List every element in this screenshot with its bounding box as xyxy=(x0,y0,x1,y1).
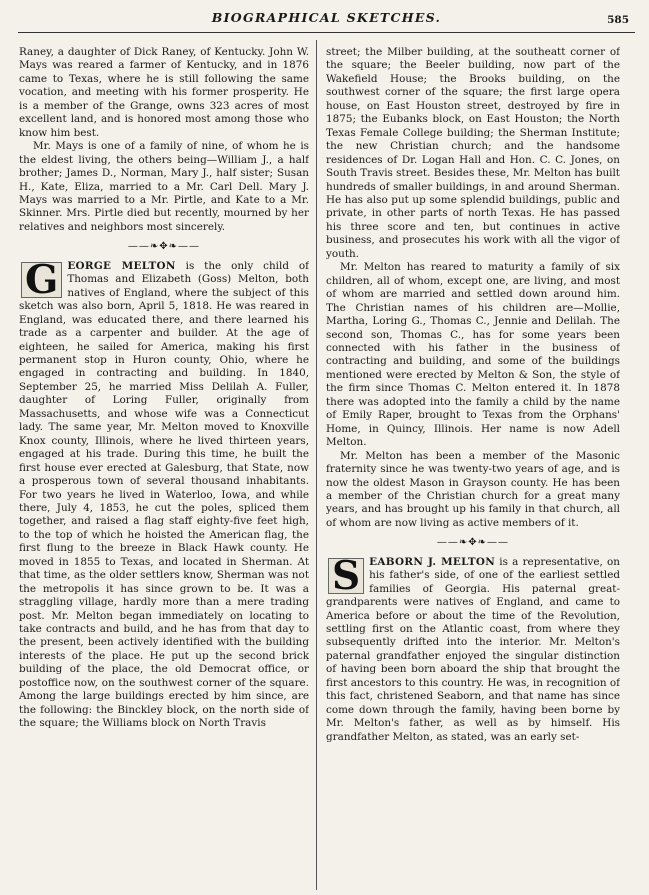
running-title: BIOGRAPHICAL SKETCHES. xyxy=(211,10,442,25)
george-melton-paragraph xyxy=(19,256,309,731)
section-ornament-2: ——❧✥❧—— xyxy=(436,537,510,549)
page-number: 585 xyxy=(607,14,629,26)
seaborn-name: EABORN J. MELTON xyxy=(369,555,496,568)
left-column xyxy=(19,46,309,892)
mays-paragraph-2: Mr. Mays is one of a family of nine, of whom he is the eldest living, the others being—William J., a half brother; James D., Norman, Mary J., half sister; Susan H., Kate, Eliza, married to a Mr. Carl Dell. Mary J. Mays was married to a Mr. Pirtle, and Kate to a Mr. Skinner. Mrs. Pirtle died but recently, mourned by her relatives and neighbors most sincerely. xyxy=(19,140,309,233)
seaborn-melton-paragraph xyxy=(326,552,620,744)
buildings-paragraph: street; the Milber building, at the southeatt corner of the square; the Beeler building, now part of the Wakefield House; the Brooks building, on the southwest corner of the square; the first large opera house, on East Houston street, destroyed by fire in 1875; the Eubanks block, on East Houston; the North Texas Female College building; the Sherman Institute; the new Christian church; and the handsome residences of Dr. Logan Hall and Hon. C. C. Jones, on South Travis street. Besides these, Mr. Melton has built hundreds of smaller buildings, in and around Sherman. He has also put up some splendid buildings, public and private, in other parts of north Texas. He has passed his three score and ten, but continues in active business, and prosecutes his work with all the vigor of youth. xyxy=(326,46,620,260)
mays-paragraph-1: Raney, a daughter of Dick Raney, of Kentucky. John W. Mays was reared a farmer of Kentucky, and in 1876 came to Texas, where he is still following the same vocation, and meeting with his former prosperity. He is a member of the Grange, owns 323 acres of most excellent land, and is honored most among those who know him best. xyxy=(19,46,309,139)
george-dropcap: G xyxy=(21,262,62,298)
seaborn-text: is a representative, on his father's side, of one of the earliest settled families of Georgia. His paternal great-grandparents were natives of England, and came to America before or about the time of the Revolution, settling first on the Atlantic coast, from where they subsequently drifted into the interior. Mr. Melton's paternal grandfather enjoyed the singular distinction of having been born aboard the ship that brought the first ancestors to this country. He was, in recognition of this fact, christened Seaborn, and that name has since come down through the family, having been borne by Mr. Melton's father, as well as by himself. His grandfather Melton, as stated, was an early set- xyxy=(326,555,620,743)
masonic-paragraph: Mr. Melton has been a member of the Masonic fraternity since he was twenty-two years of age, and is now the oldest Mason in Grayson county. He has been a member of the Christian church for a great many years, and has brought up his family in that church, all of whom are now living as active members of it. xyxy=(326,449,620,529)
seaborn-dropcap: S xyxy=(328,558,364,594)
section-ornament: ——❧✥❧—— xyxy=(127,241,201,253)
children-paragraph: Mr. Melton has reared to maturity a family of six children, all of whom, except one, are living, and most of whom are married and settled down around him. The Christian names of his children are—Mollie, Martha, Loring G., Thomas C., Jennie and Delilah. The second son, Thomas C., has for some years been connected with his father in the business of contracting and building, and some of the buildings mentioned were erected by Melton & Son, the style of the firm since Thomas C. Melton entered it. In 1878 there was adopted into the family a child by the name of Emily Raper, brought to Texas from the Orphans' Home, in Quincy, Illinois. Her name is now Adell Melton. xyxy=(326,261,620,449)
page-header xyxy=(18,6,635,33)
column-divider xyxy=(316,40,317,890)
george-name: EORGE MELTON xyxy=(67,259,176,272)
george-text: is the only child of Thomas and Elizabeth (Goss) Melton, both natives of England, where the subject of this sketch was also born, April 5, 1818. He was reared in England, was educated there, and there learned his trade as a carpenter and builder. At the age of eighteen, he sailed for America, making his first permanent stop in Huron county, Ohio, where he engaged in contracting and building. In 1840, September 25, he married Miss Delilah A. Fuller, daughter of Loring Fuller, originally from Massachusetts, and whose wife was a Connecticut lady. The same year, Mr. Melton moved to Knoxville Knox county, Illinois, where he lived thirteen years, engaged at his trade. During this time, he built the first house ever erected at Galesburg, that State, now a prosperous town of several thousand inhabitants. For two years he lived in Waterloo, Iowa, and while there, July 4, 1853, he cut the poles, spliced them together, and raised a flag staff eighty-five feet high, to the top of which he hoisted the American flag, the first flung to the breeze in Black Hawk county. He moved in 1855 to Texas, and located in Sherman. At that time, as the older settlers know, Sherman was not the metropolis it has since grown to be. It was a straggling village, hardly more than a mere trading post. Mr. Melton began immediately on locating to take contracts and build, and he has from that day to the present, been actively identified with the building interests of the place. He put up the second brick building of the place, the old Democrat office, or postoffice now, on the southwest corner of the square. Among the large buildings erected by him since, are the following: the Binckley block, on the north side of the square; the Williams block on North Travis xyxy=(19,259,309,730)
right-column xyxy=(326,46,620,892)
